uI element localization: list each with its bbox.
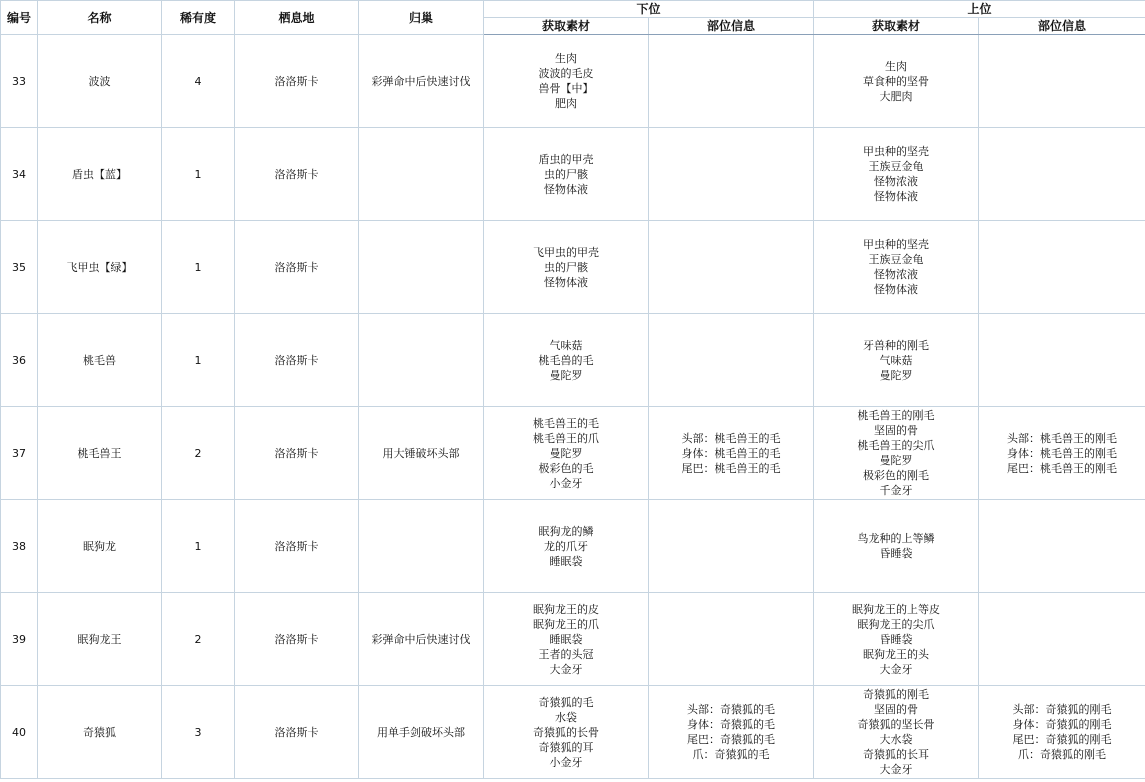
cell-id: 33 — [1, 35, 38, 128]
cell-line: 牙兽种的刚毛 — [863, 338, 930, 352]
header-habitat: 栖息地 — [235, 1, 359, 35]
cell-line: 尾巴：奇猿狐的毛 — [687, 733, 775, 746]
cell-capture — [359, 128, 484, 221]
cell-low-materials — [484, 221, 649, 314]
cell-line: 盾虫的甲壳 — [538, 152, 594, 166]
cell-habitat: 洛洛斯卡 — [235, 221, 359, 314]
cell-line: 曼陀罗 — [879, 454, 913, 467]
cell-line: 虫的尸骸 — [544, 260, 588, 274]
cell-high-parts — [979, 314, 1145, 407]
cell-habitat: 洛洛斯卡 — [235, 314, 359, 407]
cell-habitat: 洛洛斯卡 — [235, 407, 359, 500]
table-row — [1, 35, 1145, 128]
cell-rarity: 1 — [162, 314, 235, 407]
cell-line: 桃毛兽王的尖爪 — [857, 439, 935, 452]
cell-line: 身体：桃毛兽王的刚毛 — [1007, 446, 1118, 460]
cell-rarity: 4 — [162, 35, 235, 128]
cell-capture: 用大锤破坏头部 — [359, 407, 484, 500]
header-high-rank: 上位 — [814, 1, 1145, 18]
cell-line: 王者的头冠 — [538, 647, 594, 661]
cell-line: 怪物浓液 — [874, 175, 919, 188]
cell-habitat: 洛洛斯卡 — [235, 128, 359, 221]
header-low-rank: 下位 — [484, 1, 814, 18]
cell-low-materials — [484, 35, 649, 128]
table-row — [1, 128, 1145, 221]
cell-line: 怪物体液 — [874, 190, 919, 203]
cell-high-parts — [979, 500, 1145, 593]
cell-line: 草食种的坚骨 — [863, 74, 930, 88]
cell-high-parts — [979, 35, 1145, 128]
cell-high-parts — [979, 593, 1145, 686]
cell-name: 眠狗龙王 — [38, 593, 162, 686]
cell-line: 怪物体液 — [544, 182, 588, 196]
table-row — [1, 407, 1145, 500]
table-row — [1, 221, 1145, 314]
cell-low-parts — [649, 221, 814, 314]
header-low-parts: 部位信息 — [649, 18, 814, 35]
cell-line: 怪物体液 — [544, 275, 588, 289]
cell-line: 眠狗龙王的上等皮 — [852, 602, 941, 616]
cell-high-materials — [814, 407, 979, 500]
cell-rarity: 2 — [162, 593, 235, 686]
table-row — [1, 314, 1145, 407]
cell-line: 眠狗龙王的尖爪 — [857, 617, 935, 631]
header-rarity: 稀有度 — [162, 1, 235, 35]
cell-line: 尾巴：桃毛兽王的刚毛 — [1007, 461, 1118, 475]
cell-line: 眠狗龙王的爪 — [533, 617, 599, 631]
cell-line: 极彩色的毛 — [538, 461, 594, 475]
cell-high-parts — [979, 128, 1145, 221]
cell-rarity: 3 — [162, 686, 235, 779]
cell-line: 头部：桃毛兽王的毛 — [681, 431, 781, 445]
cell-line: 龙的爪牙 — [544, 539, 588, 553]
cell-capture — [359, 314, 484, 407]
cell-high-materials — [814, 593, 979, 686]
cell-line: 桃毛兽王的爪 — [533, 431, 599, 445]
header-high-materials: 获取素材 — [814, 18, 979, 35]
cell-line: 尾巴：桃毛兽王的毛 — [681, 461, 781, 475]
cell-id: 35 — [1, 221, 38, 314]
table-row — [1, 686, 1145, 779]
cell-line: 爪：奇猿狐的毛 — [692, 748, 770, 761]
cell-high-materials — [814, 128, 979, 221]
cell-rarity: 1 — [162, 221, 235, 314]
cell-line: 小金牙 — [549, 476, 583, 490]
cell-rarity: 1 — [162, 500, 235, 593]
cell-line: 兽骨【中】 — [538, 82, 594, 95]
cell-line: 甲虫种的坚壳 — [863, 238, 930, 251]
cell-habitat: 洛洛斯卡 — [235, 500, 359, 593]
cell-line: 甲虫种的坚壳 — [863, 145, 930, 158]
cell-line: 曼陀罗 — [879, 368, 913, 382]
cell-high-parts — [979, 686, 1145, 779]
cell-habitat: 洛洛斯卡 — [235, 686, 359, 779]
cell-line: 奇猿狐的刚毛 — [863, 688, 930, 701]
cell-name: 盾虫【蓝】 — [38, 128, 162, 221]
cell-line: 生肉 — [555, 52, 577, 65]
cell-line: 身体：桃毛兽王的毛 — [681, 446, 781, 460]
cell-line: 身体：奇猿狐的毛 — [687, 718, 775, 731]
cell-line: 奇猿狐的毛 — [538, 695, 594, 709]
cell-line: 桃毛兽的毛 — [538, 353, 594, 367]
cell-id: 36 — [1, 314, 38, 407]
cell-name: 眠狗龙 — [38, 500, 162, 593]
cell-line: 睡眠袋 — [549, 632, 583, 646]
table-body — [1, 35, 1145, 779]
cell-line: 小金牙 — [549, 755, 583, 769]
cell-line: 眠狗龙王的头 — [863, 647, 930, 661]
cell-line: 坚固的骨 — [874, 424, 919, 437]
header-high-parts: 部位信息 — [979, 18, 1145, 35]
cell-line: 昏睡袋 — [879, 632, 913, 646]
cell-low-parts — [649, 593, 814, 686]
cell-line: 曼陀罗 — [549, 368, 583, 382]
cell-line: 气味菇 — [549, 338, 583, 352]
cell-name: 飞甲虫【绿】 — [38, 221, 162, 314]
cell-high-materials — [814, 35, 979, 128]
cell-high-materials — [814, 500, 979, 593]
cell-capture: 彩弹命中后快速讨伐 — [359, 593, 484, 686]
cell-line: 头部：奇猿狐的毛 — [687, 703, 775, 716]
cell-line: 怪物浓液 — [874, 268, 919, 281]
header-name: 名称 — [38, 1, 162, 35]
cell-low-parts — [649, 407, 814, 500]
cell-line: 大肥肉 — [879, 89, 913, 103]
cell-line: 爪：奇猿狐的刚毛 — [1018, 748, 1107, 761]
header-id: 编号 — [1, 1, 38, 35]
cell-high-materials — [814, 686, 979, 779]
cell-line: 怪物体液 — [874, 283, 919, 296]
cell-capture: 用单手剑破坏头部 — [359, 686, 484, 779]
cell-line: 大金牙 — [879, 662, 913, 676]
cell-line: 飞甲虫的甲壳 — [533, 245, 599, 259]
cell-line: 极彩色的刚毛 — [863, 469, 930, 482]
cell-line: 眠狗龙王的皮 — [533, 602, 599, 616]
cell-line: 奇猿狐的长耳 — [863, 748, 930, 761]
cell-id: 39 — [1, 593, 38, 686]
cell-habitat: 洛洛斯卡 — [235, 593, 359, 686]
cell-low-materials — [484, 407, 649, 500]
cell-low-materials — [484, 593, 649, 686]
cell-line: 气味菇 — [879, 353, 913, 367]
cell-line: 桃毛兽王的毛 — [533, 416, 599, 430]
cell-line: 王族豆金龟 — [868, 160, 924, 173]
cell-line: 生肉 — [885, 59, 908, 73]
cell-line: 王族豆金龟 — [868, 253, 924, 266]
cell-low-materials — [484, 128, 649, 221]
cell-capture — [359, 221, 484, 314]
cell-line: 大金牙 — [879, 763, 913, 776]
cell-id: 37 — [1, 407, 38, 500]
cell-id: 38 — [1, 500, 38, 593]
cell-line: 波波的毛皮 — [538, 67, 594, 80]
cell-high-materials — [814, 314, 979, 407]
cell-id: 40 — [1, 686, 38, 779]
header-low-materials: 获取素材 — [484, 18, 649, 35]
cell-line: 头部：桃毛兽王的刚毛 — [1007, 431, 1118, 445]
cell-line: 大水袋 — [879, 733, 913, 746]
cell-low-materials — [484, 500, 649, 593]
cell-low-materials — [484, 314, 649, 407]
cell-capture — [359, 500, 484, 593]
cell-capture: 彩弹命中后快速讨伐 — [359, 35, 484, 128]
cell-low-parts — [649, 686, 814, 779]
cell-line: 头部：奇猿狐的刚毛 — [1012, 703, 1112, 716]
table-row — [1, 593, 1145, 686]
cell-line: 坚固的骨 — [874, 703, 919, 716]
cell-line: 身体：奇猿狐的刚毛 — [1012, 718, 1112, 731]
cell-line: 大金牙 — [549, 662, 583, 676]
cell-line: 水袋 — [555, 710, 577, 724]
cell-line: 尾巴：奇猿狐的刚毛 — [1012, 733, 1112, 746]
cell-low-parts — [649, 35, 814, 128]
cell-name: 桃毛兽 — [38, 314, 162, 407]
cell-line: 桃毛兽王的刚毛 — [857, 409, 935, 422]
cell-high-parts — [979, 221, 1145, 314]
cell-high-parts — [979, 407, 1145, 500]
cell-habitat: 洛洛斯卡 — [235, 35, 359, 128]
cell-line: 昏睡袋 — [879, 547, 913, 560]
cell-name: 波波 — [38, 35, 162, 128]
cell-line: 奇猿狐的耳 — [538, 740, 594, 754]
cell-rarity: 1 — [162, 128, 235, 221]
cell-line: 奇猿狐的坚长骨 — [857, 718, 935, 731]
cell-low-parts — [649, 314, 814, 407]
cell-rarity: 2 — [162, 407, 235, 500]
header-capture: 归巢 — [359, 1, 484, 35]
cell-line: 虫的尸骸 — [544, 167, 588, 181]
cell-line: 眠狗龙的鳞 — [538, 524, 594, 538]
cell-line: 曼陀罗 — [549, 446, 583, 460]
cell-low-materials — [484, 686, 649, 779]
cell-low-parts — [649, 500, 814, 593]
cell-line: 奇猿狐的长骨 — [533, 725, 599, 739]
cell-line: 睡眠袋 — [549, 554, 583, 568]
cell-line: 千金牙 — [879, 484, 913, 497]
table-row — [1, 500, 1145, 593]
cell-name: 桃毛兽王 — [38, 407, 162, 500]
cell-high-materials — [814, 221, 979, 314]
cell-line: 肥肉 — [555, 97, 577, 110]
cell-low-parts — [649, 128, 814, 221]
table-header — [1, 1, 1145, 35]
cell-line: 鸟龙种的上等鳞 — [857, 532, 935, 545]
cell-id: 34 — [1, 128, 38, 221]
cell-name: 奇猿狐 — [38, 686, 162, 779]
